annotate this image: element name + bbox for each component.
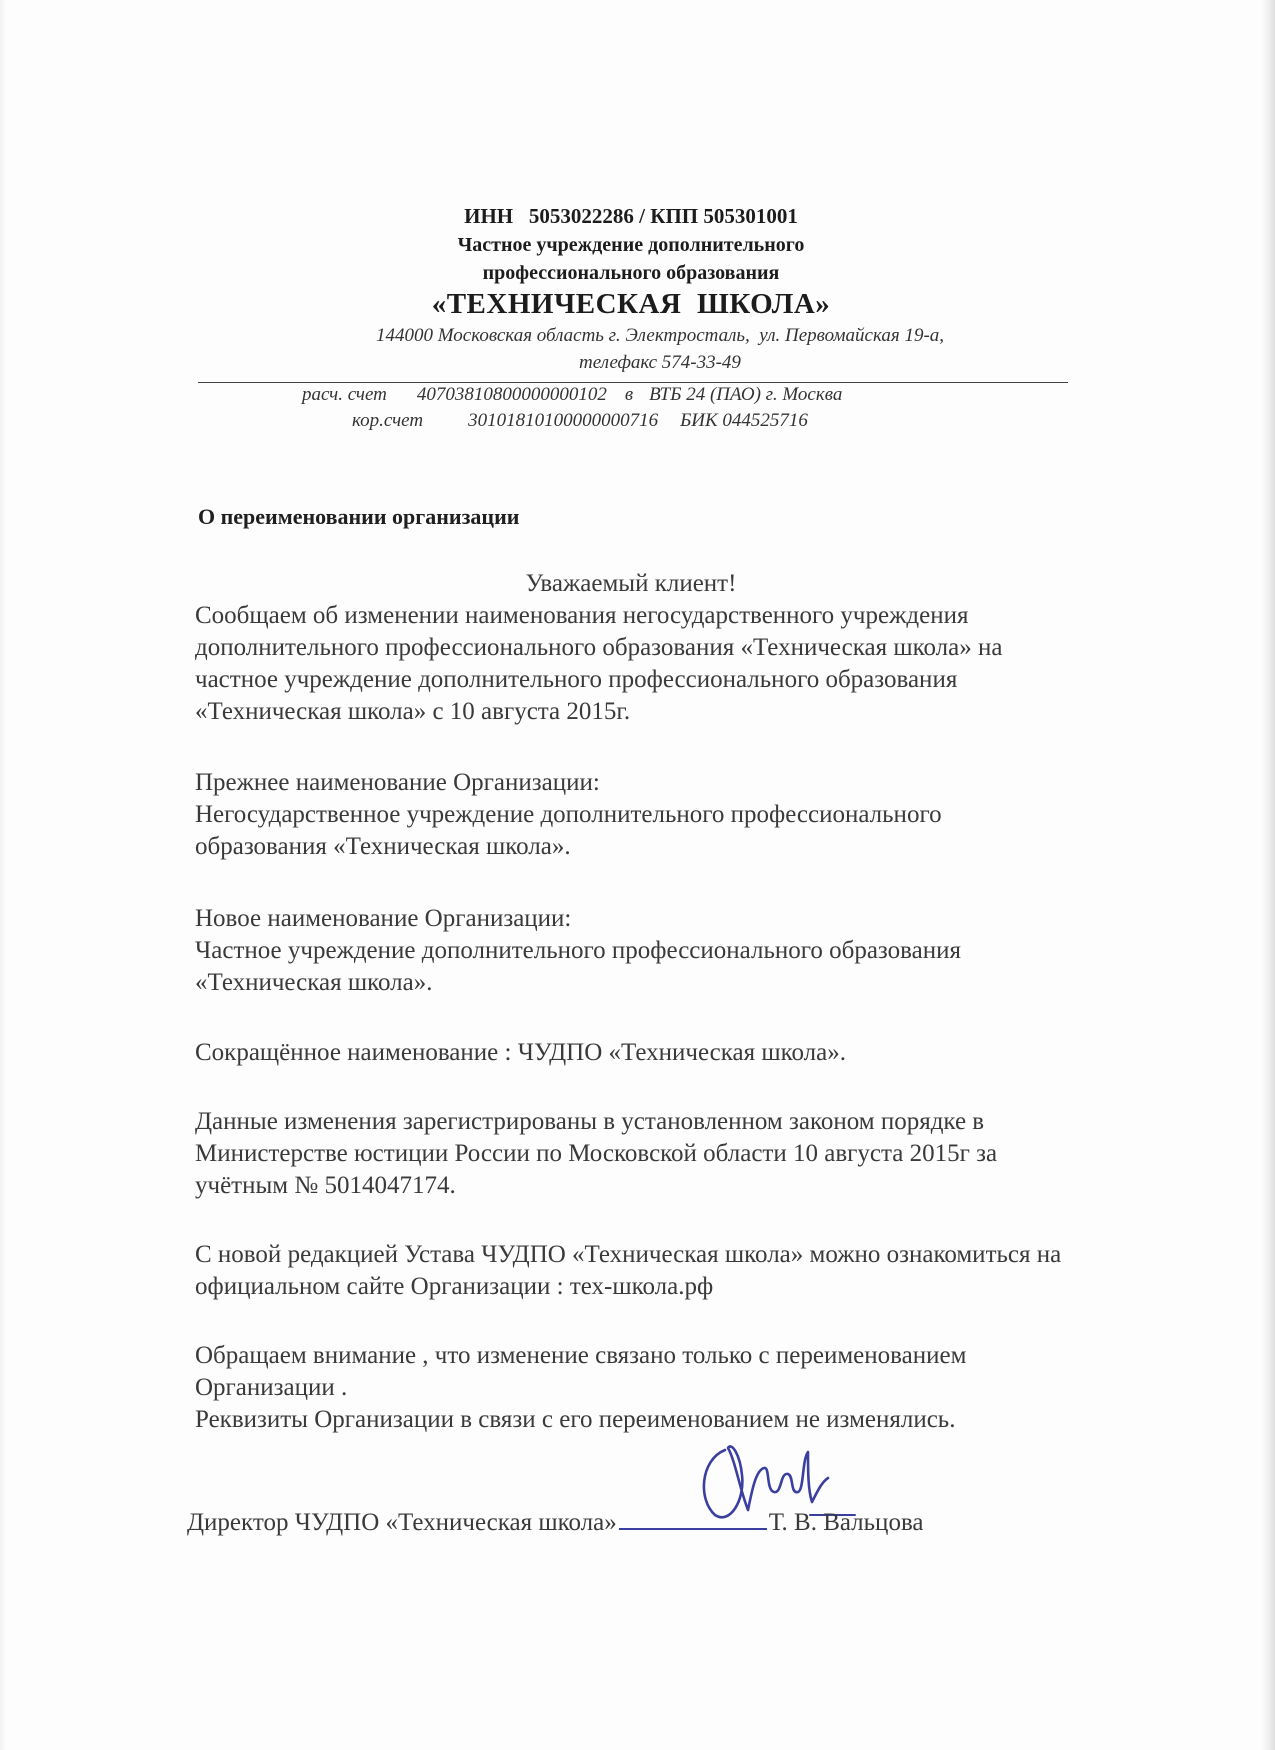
org-type-line-2: профессионального образования xyxy=(482,262,780,284)
phone-fax-line: телефакс 574-33-49 xyxy=(579,352,741,373)
paragraph-charter: С новой редакцией Устава ЧУДПО «Техническая школа» можно ознакомиться на официальном сайте Организации : тех-школа.рф xyxy=(195,1241,1062,1300)
letter-subject: О переименовании организации xyxy=(198,504,520,529)
address-line: 144000 Московская область г. Электросталь, ул. Первомайская 19-а, xyxy=(375,325,945,346)
paragraph-short-name: Сокращённое наименование : ЧУДПО «Техническая школа». xyxy=(195,1039,846,1066)
paragraph-announcement: Сообщаем об изменении наименования негосударственного учреждения дополнительного профессионального образования «Техническая школа» на частное учреждение дополнительного профессионального образования «Техническая школа» с 10 августа 2015г. xyxy=(195,602,1003,725)
org-name: «ТЕХНИЧЕСКАЯ ШКОЛА» xyxy=(431,288,831,320)
greeting: Уважаемый клиент! xyxy=(525,570,737,597)
signer-position: Директор ЧУДПО «Техническая школа» xyxy=(187,1509,617,1536)
paragraph-notice: Обращаем внимание , что изменение связано только с переименованием Организации . Реквизиты Организации в связи с его переименованием не изменялись. xyxy=(195,1342,967,1433)
org-type-line-1: Частное учреждение дополнительного xyxy=(457,234,805,256)
inn-kpp-line: ИНН 5053022286 / КПП 505301001 xyxy=(464,204,798,228)
bank-preposition: в xyxy=(624,384,634,405)
signature-underline xyxy=(619,1506,767,1530)
bank-account-line xyxy=(302,384,842,406)
header-divider xyxy=(198,382,1068,383)
account-number: 40703810800000000102 xyxy=(416,384,607,405)
paragraph-old-name: Прежнее наименование Организации: Негосударственное учреждение дополнительного профессионального образования «Техническая школа». xyxy=(195,769,942,860)
paragraph-new-name: Новое наименование Организации: Частное учреждение дополнительного профессионального образования «Техническая школа». xyxy=(195,905,961,996)
account-label: расч. счет xyxy=(302,384,387,405)
correspondent-account-line xyxy=(352,410,808,432)
corr-number: 30101810100000000716 xyxy=(468,410,659,431)
bik-code: БИК 044525716 xyxy=(680,410,808,431)
bank-name: ВТБ 24 (ПАО) г. Москва xyxy=(649,384,843,405)
corr-label: кор.счет xyxy=(352,410,424,431)
scan-edge-shadow-right xyxy=(1261,0,1275,1750)
signature-line xyxy=(187,1506,924,1537)
paragraph-registration: Данные изменения зарегистрированы в установленном законом порядке в Министерстве юстиции России по Московской области 10 августа 2015г за учётным № 5014047174. xyxy=(195,1108,998,1199)
signer-name: Т. В. Вальцова xyxy=(768,1509,924,1536)
